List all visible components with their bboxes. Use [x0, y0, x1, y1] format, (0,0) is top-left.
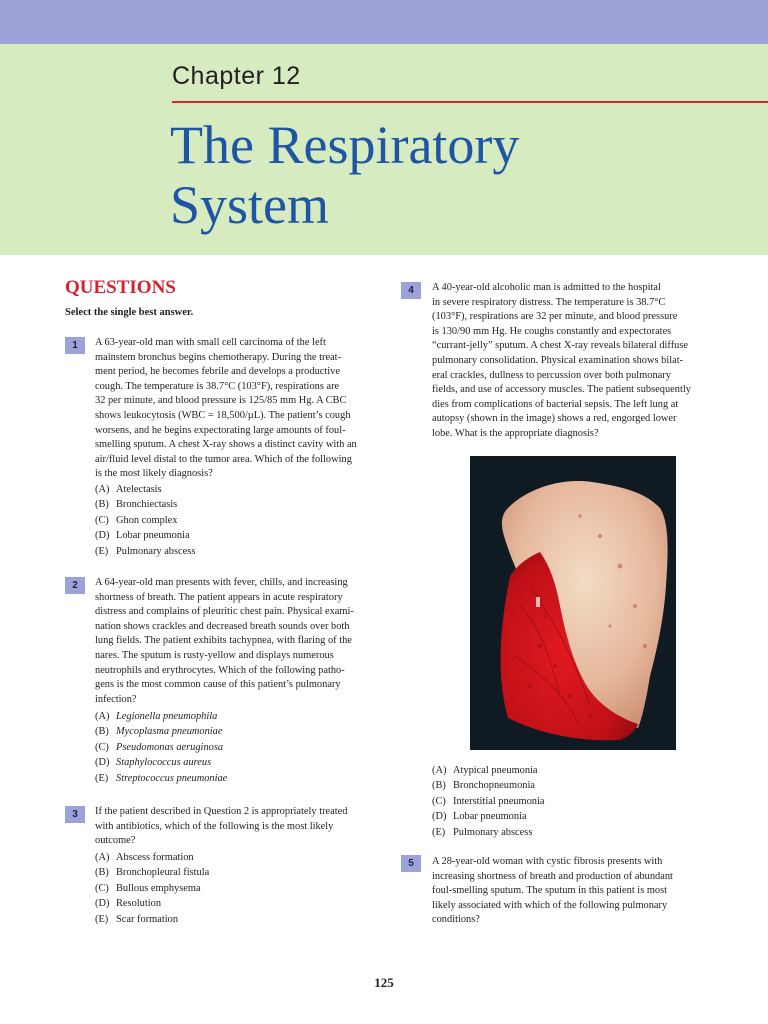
answer-option[interactable]: (C) Pseudomonas aeruginosa: [95, 741, 224, 753]
answer-option[interactable]: (B) Bronchopleural fistula: [95, 867, 210, 879]
question-number-badge: 1: [65, 337, 85, 354]
question-line: conditions?: [432, 914, 480, 926]
question-line: nares. The sputum is rusty-yellow and displays numerous: [95, 649, 334, 661]
chapter-rule-divider: [172, 101, 768, 103]
answer-option[interactable]: (B) Bronchopneumonia: [432, 780, 535, 792]
question-line: nation shows crackles and decreased breath sounds over both: [95, 620, 350, 632]
answer-option[interactable]: (D) Lobar pneumonia: [95, 530, 190, 542]
answer-option[interactable]: (B) Bronchiectasis: [95, 499, 178, 511]
answer-options: [432, 763, 544, 840]
question-line: lung fields. The patient exhibits tachypnea, with flaring of the: [95, 635, 352, 647]
chapter-label: Chapter 12: [172, 62, 301, 90]
question-line: 32 per minute, and blood pressure is 125/85 mm Hg. A CBC: [95, 395, 347, 407]
answer-options: [95, 850, 209, 927]
question-number-badge: 3: [65, 806, 85, 823]
question-number-badge: 4: [401, 282, 421, 299]
question-line: is the most likely diagnosis?: [95, 468, 213, 480]
question-stem: [95, 576, 379, 707]
chapter-title: [170, 115, 730, 235]
question-line: air/fluid level distal to the tumor area. Which of the following: [95, 453, 352, 465]
question-line: A 63-year-old man with small cell carcinoma of the left: [95, 337, 326, 348]
chapter-title-line-1: The Respiratory: [170, 115, 520, 175]
answer-option[interactable]: (C) Bullous emphysema: [95, 882, 201, 894]
question-line: likely associated with which of the following pulmonary: [432, 899, 668, 911]
answer-option[interactable]: (E) Scar formation: [95, 913, 179, 925]
question-line: fields, and use of accessory muscles. The patient subsequently: [432, 384, 691, 396]
question-line: A 28-year-old woman with cystic fibrosis presents with: [432, 856, 663, 867]
question-number-badge: 5: [401, 855, 421, 872]
question-line: dies from complications of bacterial sepsis. The left lung at: [432, 398, 679, 410]
answer-option[interactable]: (D) Lobar pneumonia: [432, 811, 527, 823]
question-line: outcome?: [95, 835, 136, 847]
answer-option[interactable]: (A) Legionella pneumophila: [95, 711, 218, 722]
question-line: cough. The temperature is 38.7°C (103°F), respirations are: [95, 380, 340, 392]
question-line: ment period, he becomes febrile and develops a productive: [95, 366, 340, 378]
answer-option[interactable]: (C) Ghon complex: [95, 514, 178, 526]
question-stem: [432, 281, 715, 442]
question-stem: [95, 336, 379, 482]
question-line: smelling sputum. A chest X-ray shows a distinct cavity with an: [95, 439, 357, 451]
question-line: is 130/90 mm Hg. He coughs constantly and expectorates: [432, 325, 672, 337]
answer-options: [95, 709, 227, 786]
answer-options: [95, 482, 195, 559]
question-line: shortness of breath. The patient appears in acute respiratory: [95, 591, 343, 603]
question-line: mainstem bronchus begins chemotherapy. During the treat-: [95, 351, 342, 363]
question-line: lobe. What is the appropriate diagnosis?: [432, 427, 599, 439]
question-line: gens is the most common cause of this patient’s pulmonary: [95, 679, 341, 691]
section-heading: QUESTIONS: [65, 277, 176, 298]
question-line: worsens, and he begins expectorating large amounts of foul-: [95, 424, 346, 436]
question-line: “currant-jelly” sputum. A chest X-ray reveals bilateral diffuse: [432, 340, 689, 352]
question-line: neutrophils and erythrocytes. Which of the following patho-: [95, 664, 345, 676]
answer-option[interactable]: (A) Atelectasis: [95, 484, 162, 495]
answer-option[interactable]: (A) Abscess formation: [95, 852, 194, 863]
question-line: If the patient described in Question 2 is appropriately treated: [95, 806, 348, 817]
answer-option[interactable]: (C) Interstitial pneumonia: [432, 795, 545, 807]
question-number-badge: 2: [65, 577, 85, 594]
question-line: shows leukocytosis (WBC = 18,500/µL). The patient’s cough: [95, 409, 351, 421]
chapter-title-line-2: System: [170, 175, 330, 235]
answer-option[interactable]: (D) Resolution: [95, 898, 162, 910]
question-line: autopsy (shown in the image) shows a red, engorged lower: [432, 413, 677, 425]
instructions-text: Select the single best answer.: [65, 307, 194, 318]
question-line: in severe respiratory distress. The temperature is 38.7°C: [432, 296, 666, 308]
answer-option[interactable]: (E) Pulmonary abscess: [432, 826, 533, 838]
question-line: A 40-year-old alcoholic man is admitted to the hospital: [432, 282, 661, 293]
question-line: (103°F), respirations are 32 per minute, and blood pressure: [432, 311, 678, 323]
question-line: with antibiotics, which of the following is the most likely: [95, 820, 334, 832]
question-line: distress and complains of pleuritic chest pain. Physical exami-: [95, 606, 354, 618]
question-line: increasing shortness of breath and production of abundant: [432, 870, 673, 882]
top-color-band: [0, 0, 768, 44]
answer-option[interactable]: (E) Pulmonary abscess: [95, 545, 196, 557]
question-line: foul-smelling sputum. The sputum in this patient is most: [432, 885, 668, 897]
answer-option[interactable]: (E) Streptococcus pneumoniae: [95, 772, 228, 784]
question-line: eral crackles, dullness to percussion over both pulmonary: [432, 369, 671, 381]
page-number: 125: [374, 975, 394, 990]
answer-option[interactable]: (D) Staphylococcus aureus: [95, 757, 212, 769]
question-line: A 64-year-old man presents with fever, chills, and increasing: [95, 577, 348, 588]
lung-specimen-image: [470, 456, 676, 750]
question-line: pulmonary consolidation. Physical examination shows bilat-: [432, 354, 684, 366]
question-line: infection?: [95, 693, 137, 705]
question-stem: [432, 855, 715, 928]
question-stem: [95, 805, 379, 849]
answer-option[interactable]: (A) Atypical pneumonia: [432, 765, 538, 776]
answer-option[interactable]: (B) Mycoplasma pneumoniae: [95, 726, 223, 738]
